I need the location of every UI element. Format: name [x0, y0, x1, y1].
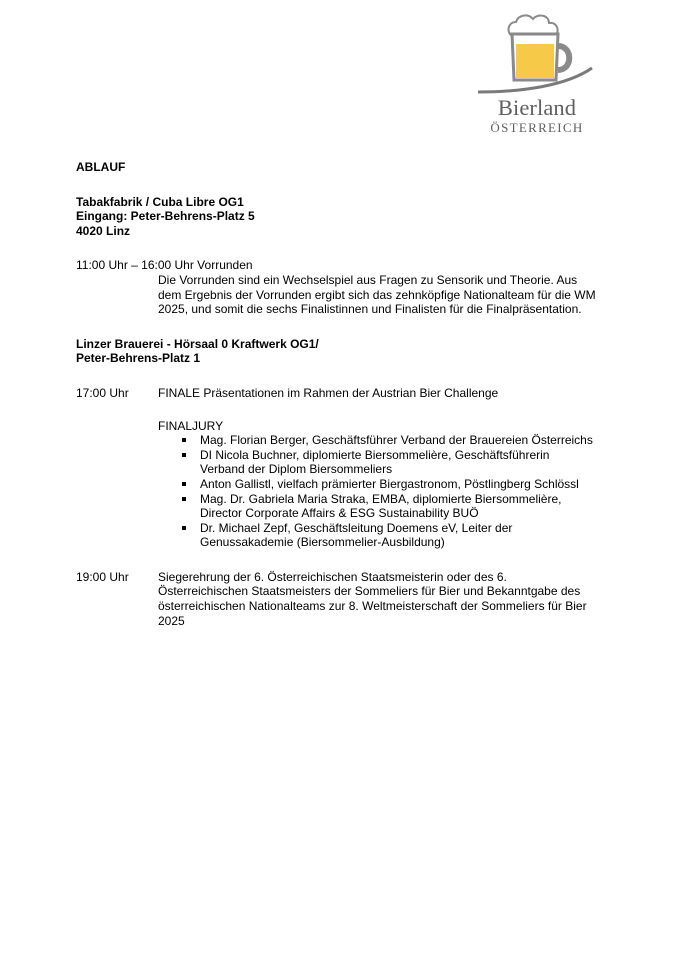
- ceremony-section: [76, 570, 596, 628]
- venue-tabakfabrik: [76, 195, 596, 239]
- jury-member: Dr. Michael Zepf, Geschäftsleitung Doemens eV, Leiter der Genussakademie (Biersommelier-Ausbildung): [158, 521, 596, 550]
- rounds-section: [76, 258, 596, 316]
- rounds-description: Die Vorrunden sind ein Wechselspiel aus Fragen zu Sensorik und Theorie. Aus dem Ergebnis der Vorrunden ergibt sich das zehnköpfige Nationalteam für die WM 2025, und somit die sechs Finalistinnen und Finalisten für die Finalpräsentation.: [158, 272, 596, 317]
- final-description: FINALE Präsentationen im Rahmen der Austrian Bier Challenge: [158, 385, 499, 400]
- final-time: 17:00 Uhr: [76, 385, 129, 400]
- jury-member: DI Nicola Buchner, diplomierte Biersommelière, Geschäftsführerin Verband der Diplom Biersommeliers: [158, 448, 596, 477]
- logo-name: Bierland: [497, 95, 577, 120]
- venue-line: Tabakfabrik / Cuba Libre OG1: [76, 194, 244, 209]
- venue-line: Eingang: Peter-Behrens-Platz 5: [76, 209, 255, 224]
- ceremony-time: 19:00 Uhr: [76, 569, 129, 584]
- ceremony-description: Siegerehrung der 6. Österreichischen Staatsmeisterin oder des 6. Österreichischen Staatsmeisters der Sommeliers für Bier und Bekanntgabe des österreichischen Nationalteams zur 8. Weltmeisterschaft der Sommeliers für Bier 2025: [158, 569, 587, 628]
- final-section: [76, 386, 596, 550]
- jury-member: Mag. Florian Berger, Geschäftsführer Verband der Brauereien Österreichs: [158, 433, 596, 448]
- venue-brauerei: [76, 337, 596, 366]
- venue-line: Peter-Behrens-Platz 1: [76, 351, 201, 366]
- page-heading: ABLAUF: [76, 160, 126, 174]
- jury-list: [158, 433, 596, 550]
- venue-line: Linzer Brauerei - Hörsaal 0 Kraftwerk OG1/: [76, 336, 319, 351]
- jury-member: Anton Gallistl, vielfach prämierter Biergastronom, Pöstlingberg Schlössl: [158, 477, 596, 492]
- logo-text: [478, 96, 596, 135]
- logo-country: ÖSTERREICH: [490, 120, 584, 135]
- jury-member: Mag. Dr. Gabriela Maria Straka, EMBA, diplomierte Biersommelière, Director Corporate Affairs & ESG Sustainability BUÖ: [158, 492, 596, 521]
- jury-title: FINALJURY: [158, 418, 224, 433]
- document-body: [76, 160, 596, 628]
- venue-line: 4020 Linz: [76, 223, 131, 238]
- rounds-time: 11:00 Uhr – 16:00 Uhr Vorrunden: [76, 258, 253, 273]
